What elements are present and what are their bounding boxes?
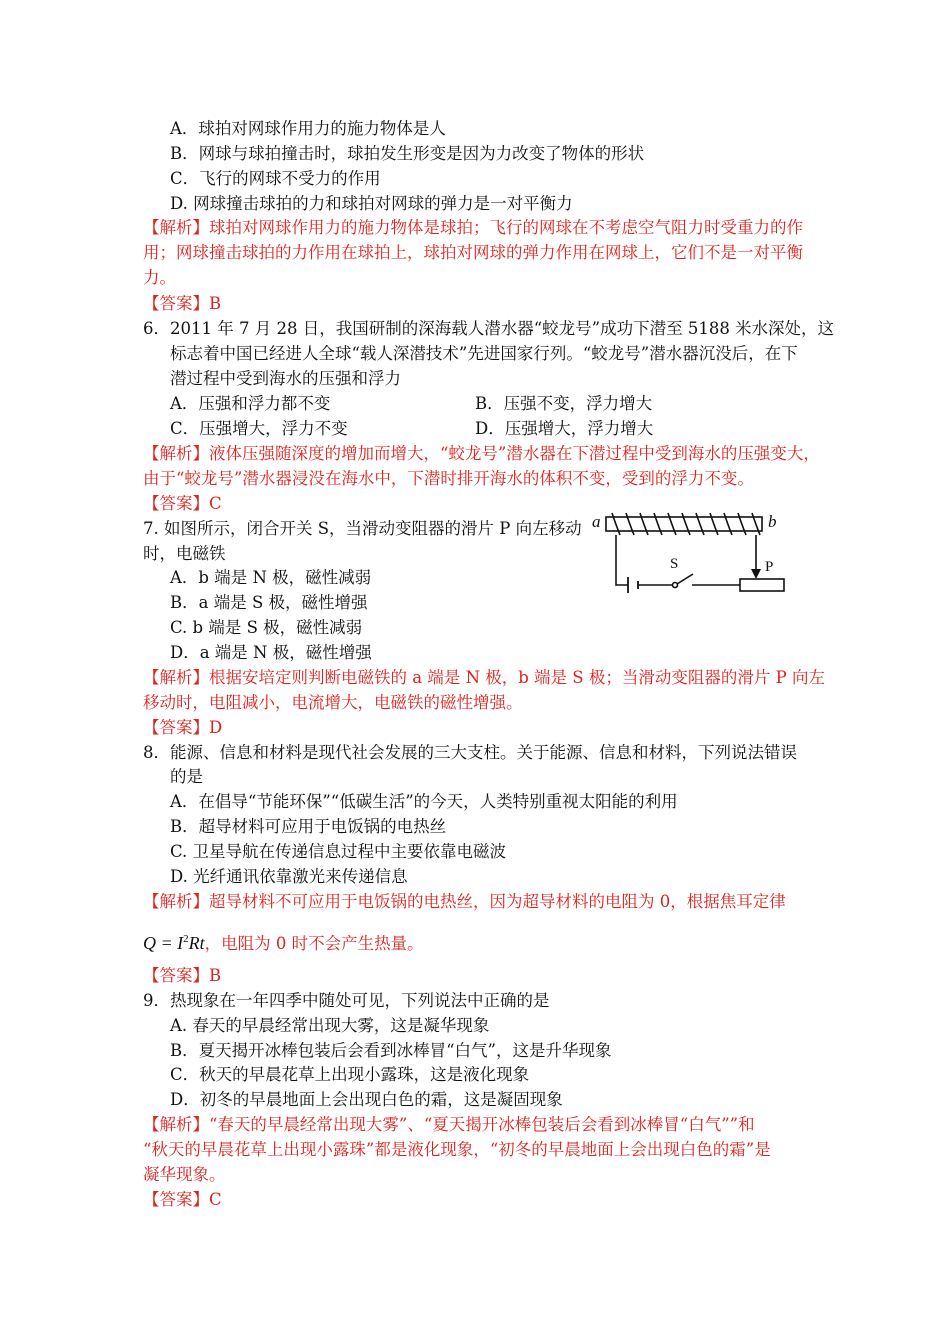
q6-stem-line-2: 标志着中国已经进人全球“载人深潜技术”先进国家行列。“蛟龙号”潜水器沉没后，在下	[170, 344, 798, 363]
q9-analysis-line-1	[143, 1113, 755, 1137]
q6-analysis-label: 【解析】	[143, 444, 209, 463]
formula-left: Q = I	[143, 933, 184, 953]
q6-analysis-text-1: 液体压强随深度的增加而增大，“蛟龙号”潜水器在下潜过程中受到海水的压强变大，	[209, 444, 820, 463]
q5-answer-label: 【答案】	[143, 294, 209, 313]
q6-answer-label: 【答案】	[143, 494, 209, 513]
q7-stem-line-1: 7. 如图所示，闭合开关 S，当滑动变阻器的滑片 P 向左移动	[143, 519, 582, 538]
q5-answer-value: B	[209, 294, 222, 313]
q7-stem-line-2: 时，电磁铁	[143, 544, 226, 563]
q7-answer	[143, 716, 222, 740]
q8-option-d: D. 光纤通讯依靠激光来传递信息	[170, 867, 408, 886]
q5-option-b: B．网球与球拍撞击时，球拍发生形变是因为力改变了物体的形状	[170, 144, 645, 163]
q8-option-a: A．在倡导“节能环保”“低碳生活”的今天，人类特别重视太阳能的利用	[170, 792, 678, 811]
q6-answer-value: C	[209, 494, 222, 513]
fig-label-b: b	[768, 512, 777, 531]
formula-exponent: 2	[183, 933, 189, 945]
q8-analysis-line-1	[143, 890, 786, 914]
joule-law-formula	[143, 933, 205, 953]
fig-label-a: a	[592, 512, 601, 531]
electromagnet-circuit-diagram	[590, 505, 790, 600]
q7-option-b: B．a 端是 S 极，磁性增强	[170, 593, 368, 612]
q7-analysis-line-1	[143, 666, 825, 690]
q5-option-c: C．飞行的网球不受力的作用	[170, 169, 381, 188]
fig-label-s: S	[670, 556, 679, 572]
q9-option-b: B．夏天揭开冰棒包装后会看到冰棒冒“白气”，这是升华现象	[170, 1041, 612, 1060]
q9-option-a: A. 春天的早晨经常出现大雾，这是凝华现象	[170, 1016, 490, 1035]
fig-label-p: P	[765, 559, 774, 575]
q8-analysis-text-1: 超导材料不可应用于电饭锅的电热丝，因为超导材料的电阻为 0，根据焦耳定律	[209, 892, 786, 911]
q9-stem-line-1: 9．热现象在一年四季中随处可见，下列说法中正确的是	[143, 991, 550, 1010]
q6-option-a: A．压强和浮力都不变	[170, 394, 331, 413]
q6-option-b: B．压强不变，浮力增大	[475, 394, 653, 413]
formula-right: Rt	[188, 933, 205, 953]
q5-analysis-line-3: 力。	[143, 268, 176, 287]
q8-answer-label: 【答案】	[143, 966, 209, 985]
q7-analysis-label: 【解析】	[143, 668, 209, 687]
q8-analysis-line-2	[143, 927, 424, 956]
q9-analysis-text-1: “春天的早晨经常出现大雾”、“夏天揭开冰棒包装后会看到冰棒冒“白气””和	[209, 1115, 755, 1134]
switch-icon	[673, 574, 694, 588]
q5-analysis-line-1	[143, 216, 803, 240]
slider-arrow-icon	[751, 569, 761, 579]
q7-answer-label: 【答案】	[143, 718, 209, 737]
q8-answer-value: B	[209, 966, 222, 985]
q6-option-c: C．压强增大，浮力不变	[170, 419, 348, 438]
q5-option-d: D. 网球撞击球拍的力和球拍对网球的弹力是一对平衡力	[170, 194, 573, 213]
q6-analysis-line-1	[143, 442, 820, 466]
q9-answer	[143, 1188, 222, 1212]
q9-analysis-label: 【解析】	[143, 1115, 209, 1134]
q7-option-c: C. b 端是 S 极，磁性减弱	[170, 618, 363, 637]
rheostat	[740, 579, 784, 591]
q8-stem-line-2: 的是	[170, 767, 203, 786]
q8-analysis-label: 【解析】	[143, 892, 209, 911]
q8-stem-line-1: 8．能源、信息和材料是现代社会发展的三大支柱。关于能源、信息和材料，下列说法错误	[143, 743, 797, 762]
q9-answer-value: C	[209, 1190, 222, 1209]
q9-analysis-line-2: “秋天的早晨花草上出现小露珠”都是液化现象，“初冬的早晨地面上会出现白色的霜”是	[143, 1140, 771, 1159]
q8-option-b: B．超导材料可应用于电饭锅的电热丝	[170, 817, 447, 836]
q5-analysis-label: 【解析】	[143, 218, 209, 237]
q7-analysis-line-2: 移动时，电阻减小，电流增大，电磁铁的磁性增强。	[143, 693, 523, 712]
q9-answer-label: 【答案】	[143, 1190, 209, 1209]
q9-option-c: C．秋天的早晨花草上出现小露珠，这是液化现象	[170, 1065, 530, 1084]
q7-analysis-text-1: 根据安培定则判断电磁铁的 a 端是 N 极，b 端是 S 极；当滑动变阻器的滑片 P 向左	[209, 668, 825, 687]
q9-analysis-line-3: 凝华现象。	[143, 1165, 226, 1184]
q8-option-c: C. 卫星导航在传递信息过程中主要依靠电磁波	[170, 842, 507, 861]
q5-answer	[143, 292, 221, 316]
q6-stem-line-1: 6．2011 年 7 月 28 日，我国研制的深海载人潜水器“蛟龙号”成功下潜至 5188 米水深处，这	[143, 319, 835, 338]
q9-option-d: D．初冬的早晨地面上会出现白色的霜，这是凝固现象	[170, 1090, 563, 1109]
q6-stem-line-3: 潜过程中受到海水的压强和浮力	[170, 369, 401, 388]
q7-answer-value: D	[209, 718, 223, 737]
q7-option-a: A．b 端是 N 极，磁性减弱	[170, 568, 372, 587]
q5-analysis-text-1: 球拍对网球作用力的施力物体是球拍；飞行的网球在不考虑空气阻力时受重力的作	[209, 218, 803, 237]
q6-option-d: D．压强增大，浮力增大	[475, 419, 654, 438]
battery-icon	[628, 577, 638, 593]
q8-analysis-text-2: ，电阻为 0 时不会产生热量。	[204, 934, 424, 953]
q6-answer	[143, 492, 222, 516]
q8-answer	[143, 964, 221, 988]
q7-option-d: D．a 端是 N 极，磁性增强	[170, 643, 372, 662]
q5-analysis-line-2: 用；网球撞击球拍的力作用在球拍上，球拍对网球的弹力作用在网球上，它们不是一对平衡	[143, 243, 803, 262]
q5-option-a: A．球拍对网球作用力的施力物体是人	[170, 119, 446, 138]
q6-analysis-line-2: 由于“蛟龙号”潜水器浸没在海水中，下潜时排开海水的体积不变，受到的浮力不变。	[143, 469, 754, 488]
